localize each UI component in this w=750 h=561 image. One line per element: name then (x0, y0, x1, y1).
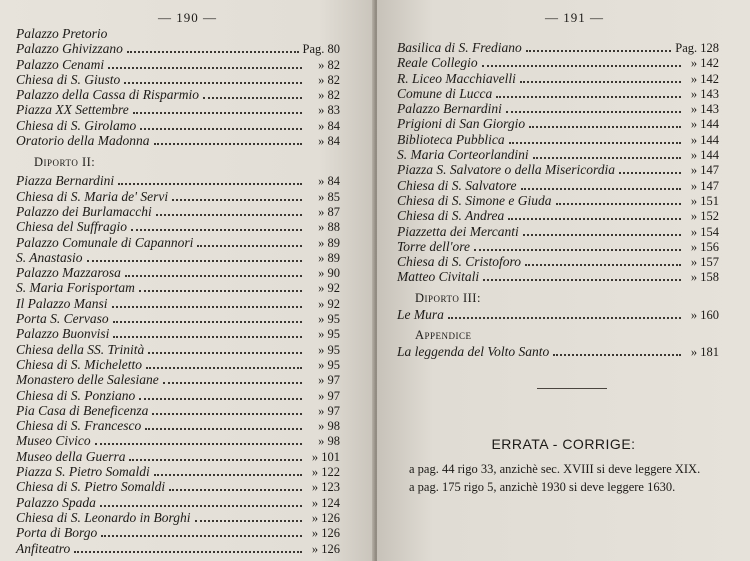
entry-page: » 92 (318, 296, 340, 311)
divider-rule (537, 388, 607, 389)
toc-entry (397, 147, 719, 162)
entry-title: Chiesa di S. Cristoforo (397, 254, 522, 270)
toc-entry (397, 71, 719, 86)
toc-entry (397, 239, 719, 254)
entry-page: » 97 (318, 403, 340, 418)
toc-entry (16, 204, 340, 219)
entry-page: » 88 (318, 220, 340, 235)
entry-title: Museo della Guerra (16, 448, 126, 464)
toc-entry (16, 235, 340, 250)
toc-entry (397, 269, 719, 284)
entry-page: » 95 (318, 342, 340, 357)
entry-page: » 122 (311, 465, 340, 480)
toc-entry (16, 118, 340, 133)
entry-title: Chiesa di S. Giusto (16, 71, 121, 87)
entry-title: Comune di Lucca (397, 85, 493, 101)
entry-title: Piazza XX Settembre (16, 102, 129, 118)
entry-title: S. Anastasio (16, 249, 83, 265)
entry-page: » 154 (690, 224, 719, 239)
toc-entry (16, 280, 340, 295)
entry-page: Pag. 80 (302, 42, 340, 57)
entry-page: » 90 (318, 266, 340, 281)
entry-page: » 126 (311, 541, 340, 556)
entry-title: Piazza S. Salvatore o della Misericordia (397, 162, 615, 178)
toc-entry (397, 193, 719, 208)
entry-title: Palazzo Mazzarosa (16, 265, 121, 281)
appendix-heading: Appendice (415, 328, 472, 343)
entry-title: Chiesa di S. Maria de' Servi (16, 188, 169, 204)
errata-title: ERRATA - CORRIGE: (491, 436, 636, 452)
entry-page: » 143 (690, 102, 719, 117)
toc-entry (16, 250, 340, 265)
entry-title: Prigioni di San Giorgio (397, 116, 526, 132)
entry-title: Chiesa di S. Girolamo (16, 117, 137, 133)
entry-page: » 144 (690, 148, 719, 163)
entry-title: Chiesa di S. Andrea (397, 208, 505, 224)
toc-entry (16, 173, 340, 188)
entry-title: Palazzo Ghivizzano (16, 41, 123, 57)
toc-entry (397, 307, 719, 322)
entry-title: Chiesa di S. Simone e Giuda (397, 192, 552, 208)
entry-page: » 83 (318, 103, 340, 118)
toc-entry (16, 372, 340, 387)
entry-title: Piazza S. Pietro Somaldi (16, 464, 150, 480)
toc-entry (16, 72, 340, 87)
entry-title: Palazzo Buonvisi (16, 326, 110, 342)
toc-entry (16, 525, 340, 540)
toc-entry (16, 403, 340, 418)
entry-title: Le Mura (397, 306, 444, 322)
entry-title: Il Palazzo Mansi (16, 295, 108, 311)
entry-title: Museo Civico (16, 433, 91, 449)
entry-title: Palazzo dei Burlamacchi (16, 203, 152, 219)
entry-title: Reale Collegio (397, 55, 478, 71)
toc-entry (16, 57, 340, 72)
entry-title: R. Liceo Macchiavelli (397, 70, 516, 86)
entry-title: Palazzo della Cassa di Risparmio (16, 87, 200, 103)
entry-title: Matteo Civitali (397, 269, 480, 285)
toc-entry (16, 541, 340, 556)
entry-title: S. Maria Corteorlandini (397, 147, 529, 163)
entry-page: » 82 (318, 88, 340, 103)
entry-page: » 147 (690, 163, 719, 178)
entry-title: Chiesa di S. Salvatore (397, 177, 517, 193)
toc-entry (16, 495, 340, 510)
entry-title: Chiesa di S. Ponziano (16, 387, 136, 403)
toc-entry (16, 41, 340, 56)
toc-entry (16, 296, 340, 311)
toc-entry (16, 326, 340, 341)
toc-entry (16, 265, 340, 280)
right-page (377, 0, 750, 561)
errata-line: a pag. 175 rigo 5, anzichè 1930 si deve leggere 1630. (409, 480, 676, 494)
toc-entry (397, 254, 719, 269)
entry-page: » 97 (318, 388, 340, 403)
entry-title: Oratorio della Madonna (16, 133, 150, 149)
toc-entry (397, 178, 719, 193)
toc-entry (16, 388, 340, 403)
entry-title: Chiesa della SS. Trinità (16, 341, 145, 357)
entry-page: » 157 (690, 255, 719, 270)
entry-page: » 142 (690, 56, 719, 71)
entry-page: » 84 (318, 174, 340, 189)
toc-entry (16, 433, 340, 448)
entry-page: » 92 (318, 281, 340, 296)
entry-page: » 87 (318, 204, 340, 219)
entry-title: Palazzo Spada (16, 494, 96, 510)
toc-entry (16, 510, 340, 525)
entry-title: La leggenda del Volto Santo (397, 344, 550, 360)
toc-entry (16, 219, 340, 234)
entry-page: » 98 (318, 434, 340, 449)
entry-page: » 156 (690, 239, 719, 254)
entry-page: » 98 (318, 419, 340, 434)
entry-page: » 89 (318, 235, 340, 250)
toc-entry (397, 208, 719, 223)
entry-title: S. Maria Forisportam (16, 280, 135, 296)
toc-entry (397, 55, 719, 70)
entry-title: Porta di Borgo (16, 525, 98, 541)
toc-entry (397, 132, 719, 147)
entry-title: Basilica di S. Frediano (397, 40, 522, 55)
entry-title: Palazzo Comunale di Capannori (16, 234, 194, 250)
entry-page: » 82 (318, 72, 340, 87)
toc-entry (16, 311, 340, 326)
entry-page: » 84 (318, 134, 340, 149)
page-number-left: — 190 — (158, 10, 217, 25)
toc-entry (16, 87, 340, 102)
entry-page: » 126 (311, 510, 340, 525)
toc-entry (16, 102, 340, 117)
entry-title: Monastero delle Salesiane (16, 372, 159, 388)
toc-entry (16, 342, 340, 357)
toc-entry (16, 479, 340, 494)
entry-page: » 126 (311, 526, 340, 541)
section-heading: Diporto III: (415, 290, 481, 305)
entry-title: Chiesa di S. Leonardo in Borghi (16, 509, 191, 525)
entry-page: » 101 (311, 449, 340, 464)
toc-entry (16, 449, 340, 464)
entry-title: Anfiteatro (16, 540, 71, 556)
entry-page: » 152 (690, 209, 719, 224)
errata-line: a pag. 44 rigo 33, anzichè sec. XVIII si deve leggere XIX. (409, 462, 701, 476)
entry-page: » 144 (690, 132, 719, 147)
errata-list (409, 460, 739, 496)
entry-page: » 147 (690, 178, 719, 193)
toc-entry (397, 101, 719, 116)
toc-entry (397, 86, 719, 101)
toc-entry (16, 464, 340, 479)
entry-page: » 142 (690, 71, 719, 86)
page-number-right: — 191 — (545, 10, 604, 25)
entry-title: Chiesa del Suffragio (16, 219, 127, 235)
entry-page: » 85 (318, 189, 340, 204)
entry-page: » 97 (318, 373, 340, 388)
entry-page: » 82 (318, 57, 340, 72)
toc-entry (16, 357, 340, 372)
entry-page: » 84 (318, 118, 340, 133)
entry-page: » 89 (318, 250, 340, 265)
toc-entry (397, 40, 719, 55)
entry-page: » 160 (690, 307, 719, 322)
entry-page: » 124 (311, 495, 340, 510)
entry-page: » 123 (311, 480, 340, 495)
toc-entry (397, 344, 719, 359)
toc-entry (397, 162, 719, 177)
entry-title: Palazzo Bernardini (397, 101, 502, 117)
toc-entry (16, 418, 340, 433)
toc-list-right (397, 40, 719, 359)
toc-list-left (16, 26, 340, 556)
toc-entry (16, 133, 340, 148)
entry-title: Palazzo Pretorio (16, 26, 108, 41)
entry-page: » 95 (318, 327, 340, 342)
entry-page: » 95 (318, 357, 340, 372)
entry-title: Palazzo Cenami (16, 56, 105, 72)
entry-title: Chiesa di S. Pietro Somaldi (16, 479, 166, 495)
entry-page: » 143 (690, 86, 719, 101)
toc-entry (397, 224, 719, 239)
entry-page: » 158 (690, 270, 719, 285)
toc-entry (397, 116, 719, 131)
entry-page: » 95 (318, 312, 340, 327)
entry-title: Torre dell'ore (397, 238, 471, 254)
entry-title: Piazza Bernardini (16, 173, 115, 189)
entry-title: Chiesa di S. Francesco (16, 418, 142, 434)
entry-title: Pia Casa di Beneficenza (16, 402, 149, 418)
entry-title: Piazzetta dei Mercanti (397, 223, 519, 239)
section-heading: Diporto II: (34, 155, 96, 170)
entry-title: Biblioteca Pubblica (397, 131, 505, 147)
entry-page: » 144 (690, 117, 719, 132)
toc-entry (16, 189, 340, 204)
entry-page: » 181 (690, 345, 719, 360)
entry-page: Pag. 128 (675, 41, 719, 55)
entry-title: Chiesa di S. Micheletto (16, 356, 142, 372)
toc-entry (16, 26, 340, 41)
entry-title: Porta S. Cervaso (16, 311, 109, 327)
entry-page: » 151 (690, 193, 719, 208)
